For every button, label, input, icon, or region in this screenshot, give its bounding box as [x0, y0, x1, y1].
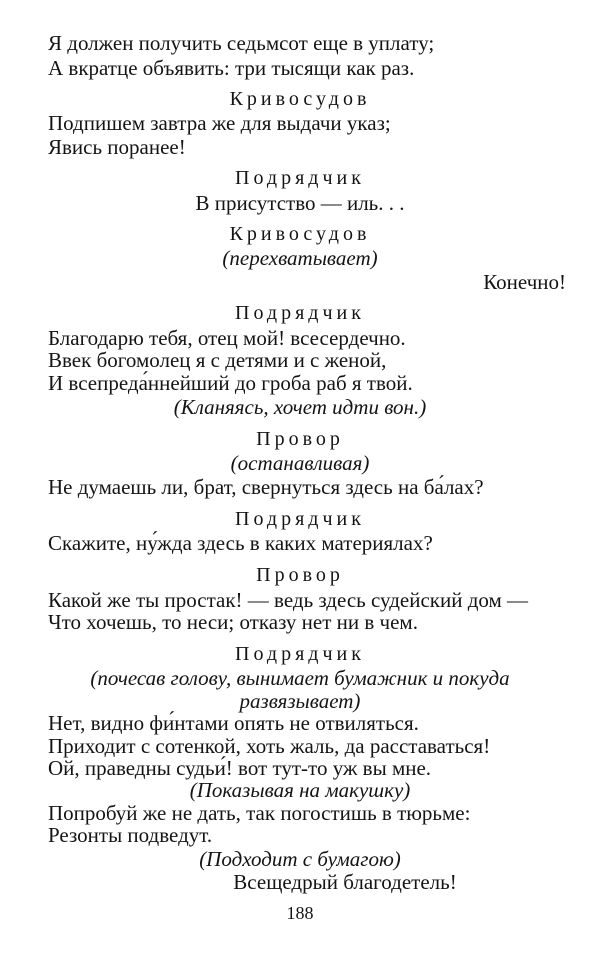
verse-line: Что хочешь, то неси; отказу нет ни в чем. — [48, 610, 418, 634]
verse-line: А вкратце объявить: три тысящи как раз. — [48, 56, 415, 80]
verse-line: Ввек богомолец я с детями и с женой, — [48, 348, 387, 372]
verse-line: Подпишем завтра же для выдачи указ; — [48, 111, 391, 135]
speaker-name: Провор — [256, 564, 344, 586]
verse-line: Явись поранее! — [48, 135, 186, 159]
verse-line: Конечно! — [483, 270, 566, 294]
speaker-name: Подрядчик — [235, 643, 365, 665]
speaker-name: Подрядчик — [235, 508, 365, 530]
stage-direction: (Подходит с бумагою) — [199, 847, 401, 871]
stage-direction: (Показывая на макушку) — [189, 778, 411, 802]
verse-line: Какой же ты простак! — ведь здесь судейский дом — — [48, 588, 529, 612]
speaker-name: Провор — [256, 428, 344, 450]
stage-direction: (перехватывает) — [222, 246, 378, 270]
page-number: 188 — [286, 903, 314, 923]
speaker-name: Кривосудов — [229, 88, 371, 110]
stage-direction: (почесав голову, вынимает бумажник и покуда — [90, 666, 510, 690]
verse-line: Всещедрый благодетель! — [233, 870, 457, 894]
verse-line: И всепреда́ннейший до гроба раб я твой. — [48, 371, 413, 395]
verse-line: Я должен получить седьмсот еще в уплату; — [48, 31, 435, 55]
verse-line: В присутство — иль. . . — [195, 191, 405, 215]
verse-line: Попробуй же не дать, так погостишь в тюрьме: — [48, 801, 471, 825]
speaker-name: Подрядчик — [235, 167, 365, 189]
verse-line: Не думаешь ли, брат, свернуться здесь на ба́лах? — [48, 475, 484, 499]
stage-direction: (Кланяясь, хочет идти вон.) — [173, 395, 427, 419]
verse-line: Нет, видно фи́нтами опять не отвиляться. — [48, 711, 419, 735]
verse-line: Приходит с сотенкой, хоть жаль, да расставаться! — [48, 734, 491, 758]
verse-line: Ой, праведны судьи́! вот тут-то уж вы мне. — [48, 756, 432, 780]
stage-direction: развязывает) — [239, 689, 361, 713]
verse-line: Скажите, ну́жда здесь в каких материялах? — [48, 531, 433, 555]
verse-line: Благодарю тебя, отец мой! всесердечно. — [48, 326, 406, 350]
speaker-name: Кривосудов — [229, 223, 371, 245]
verse-line: Резонты подведут. — [48, 823, 213, 847]
speaker-name: Подрядчик — [235, 302, 365, 324]
stage-direction: (останавливая) — [230, 451, 370, 475]
